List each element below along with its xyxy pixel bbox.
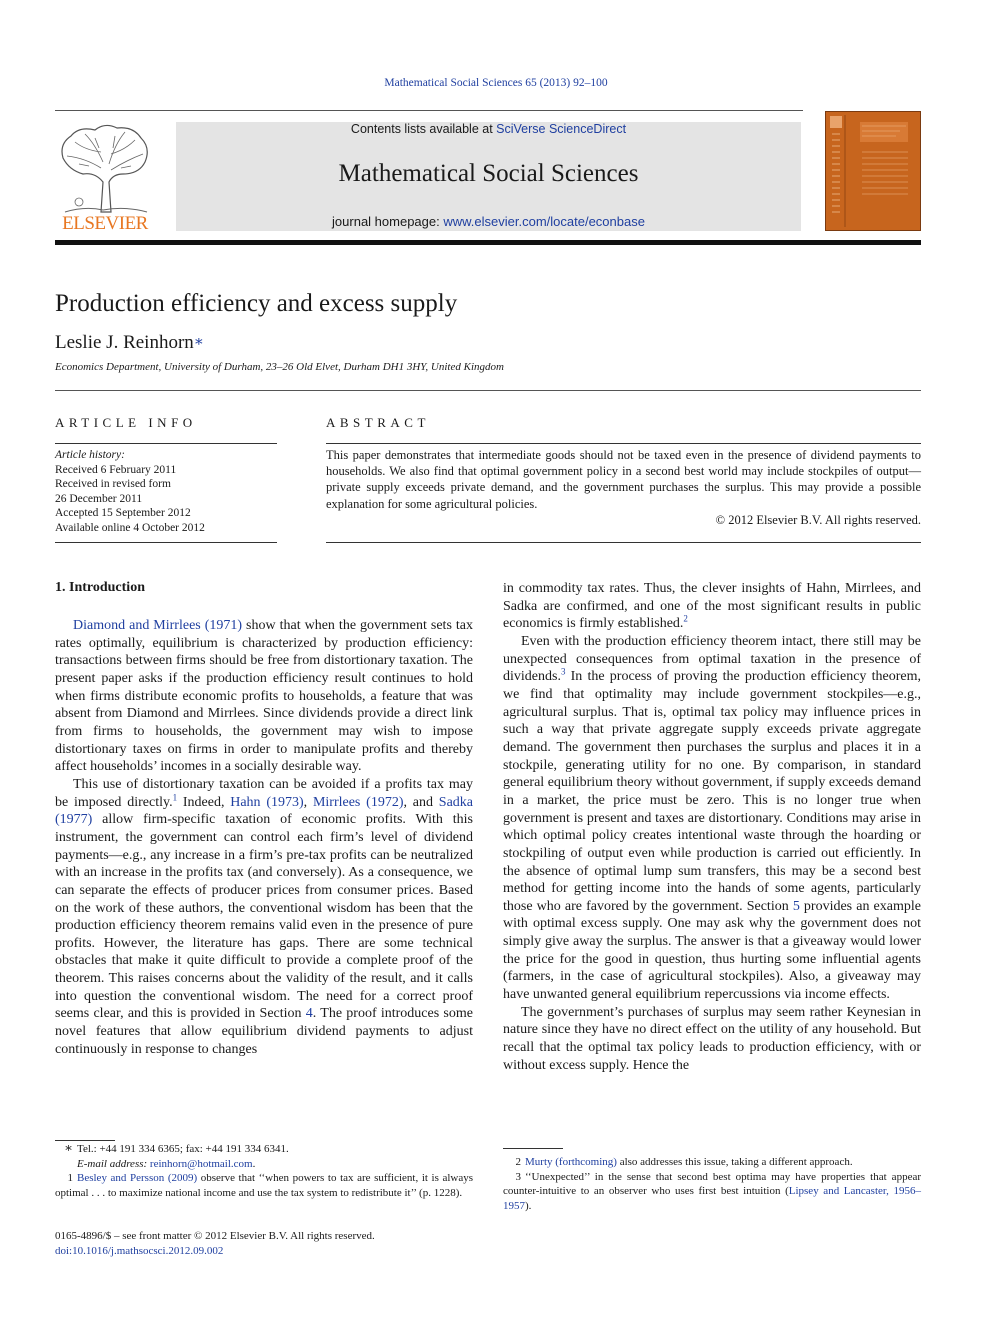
- abstract-rule-top: [326, 443, 921, 444]
- journal-name: Mathematical Social Sciences: [338, 160, 639, 187]
- paragraph: [503, 580, 921, 633]
- footnote-number: 3: [515, 1170, 521, 1183]
- paragraph-text: allow firm-specific taxation of economic profits. With this instrument, the government can control each firm’s level of dividend payments—e.g., any increase in a firm’s pre-tax profits can be neutralized with an increase in the profits tax (and conversely). As a consequence, we can separate the effects of producer prices from consumer prices. Based on the work of these authors, the conventional wisdom has been that the production efficiency theorem remains valid even in the presence of pure profits. However, the literature has gaps. There are some technical obstacles that make it quite difficult to provide a complete proof of the theorem. This raises concerns about the validity of the result, and it calls into question the conventional wisdom. The need for a correct proof seems clear, and this is provided in Section: [55, 812, 473, 1022]
- paragraph: The government’s purchases of surplus may seem rather Keynesian in nature since they have no direct effect on the utility of any household. But recall that the optimal tax policy leads to production efficiency, with or without excess supply. Hence the: [503, 1004, 921, 1073]
- sciencedirect-link[interactable]: SciVerse ScienceDirect: [496, 122, 627, 136]
- paragraph-text: provides an example with optimal excess supply. One may ask why the government does not simply give away the surplus. The answer is that a giveaway would lower the price for the good in question, thus hurting some influential agents (farmers, in the case of agricultural stockpiles). Also, a giveaway may have unwanted general equilibrium repercussions via income effects.: [503, 898, 921, 1003]
- section-link[interactable]: 4: [305, 1006, 313, 1022]
- elsevier-wordmark: ELSEVIER: [62, 213, 148, 232]
- article-info-heading: ARTICLE INFO: [55, 415, 197, 430]
- footnote-text: ).: [525, 1199, 532, 1212]
- journal-cover-thumbnail[interactable]: [825, 111, 921, 231]
- footnote-star: [55, 1141, 473, 1157]
- title-rule: [55, 390, 921, 391]
- paragraph-text: in commodity tax rates. Thus, the clever insights of Hahn, Mirrlees, and Sadka are confirmed, and one of the most significant results in public economics is firmly established.: [503, 581, 921, 632]
- citation-link[interactable]: Hahn (1973): [230, 794, 304, 810]
- contents-line: [176, 122, 801, 136]
- footnote-ref[interactable]: 1: [172, 791, 178, 802]
- paragraph-text: , and: [403, 794, 439, 810]
- affiliation: Economics Department, University of Durham, 23–26 Old Elvet, Durham DH1 3HY, United Kingdom: [55, 361, 504, 373]
- footnote-text: Tel.: +44 191 334 6365; fax: +44 191 334 6341.: [77, 1143, 289, 1155]
- elsevier-tree-icon: [55, 122, 155, 232]
- citation-link[interactable]: Murty (forthcoming): [525, 1156, 617, 1168]
- elsevier-logo[interactable]: [55, 122, 155, 232]
- article-history: [55, 448, 277, 535]
- contents-prefix: Contents lists available at: [350, 122, 497, 136]
- footnotes-left: [55, 1141, 473, 1200]
- abstract-copyright: © 2012 Elsevier B.V. All rights reserved.: [715, 512, 921, 527]
- author-footnote-mark[interactable]: ∗: [193, 334, 204, 350]
- footnote-3: [503, 1170, 921, 1214]
- cover-image-icon: [826, 112, 920, 230]
- paragraph-text: ,: [303, 794, 313, 810]
- paragraph: [503, 633, 921, 1004]
- abstract-rule-bottom: [326, 542, 921, 543]
- history-item: Received in revised form: [55, 478, 171, 490]
- body-column-left: [55, 617, 473, 1058]
- paragraph-text: . The proof introduces some novel features that allow equilibrium dividend payments to adjust continuously in response to changes: [55, 1006, 473, 1057]
- article-info-rule-top: [55, 443, 277, 444]
- footnote-2: [503, 1155, 921, 1170]
- citation-link[interactable]: Sadka (1977): [55, 794, 473, 828]
- citation-link[interactable]: Diamond and Mirrlees (1971): [73, 618, 243, 633]
- footnote-text: observe that ‘‘when powers to tax are sufficient, it is always optimal . . . to maximize national income and use the tax system to redistribute it’’ (p. 1228).: [55, 1172, 473, 1199]
- footnote-text: ‘‘Unexpected’’ in the sense that second best optima may have properties that appear counter-intuitive to an observer who uses first best intuition (: [503, 1170, 921, 1197]
- article-info-rule-bottom: [55, 542, 277, 543]
- abstract-heading: ABSTRACT: [326, 415, 430, 430]
- section-heading-introduction: 1. Introduction: [55, 580, 145, 595]
- history-item: Received 6 February 2011: [55, 463, 177, 476]
- footnote-number: 1: [67, 1172, 73, 1184]
- history-item: Accepted 15 September 2012: [55, 507, 191, 519]
- footnotes-right: [503, 1155, 921, 1213]
- masthead-rule: [55, 240, 921, 245]
- history-label: Article history:: [55, 449, 125, 461]
- abstract-text: This paper demonstrates that intermediate goods should not be taxed even in the presence of dividend payments to households. We also find that optimal government policy in a second best world may include stockpiles of output—private supply exceeds private demand, and the government purchases the surplus. This may provide a possible explanation for some agricultural policies.: [326, 448, 921, 511]
- section-link[interactable]: 5: [792, 898, 800, 914]
- homepage-line: [176, 214, 801, 229]
- citation-link[interactable]: Mirrlees (1972): [312, 794, 404, 810]
- article-title: Production efficiency and excess supply: [55, 290, 458, 317]
- issn-line: 0165-4896/$ – see front matter © 2012 Elsevier B.V. All rights reserved.: [55, 1230, 375, 1242]
- footnote-star-mark: ∗: [64, 1140, 73, 1155]
- history-item: 26 December 2011: [55, 492, 143, 505]
- homepage-link[interactable]: www.elsevier.com/locate/econbase: [443, 214, 645, 229]
- journal-citation[interactable]: Mathematical Social Sciences 65 (2013) 92–100: [384, 77, 608, 89]
- email-link[interactable]: reinhorn@hotmail.com: [149, 1157, 253, 1170]
- author-line: [55, 332, 204, 354]
- paragraph-text: Even with the production efficiency theorem intact, there still may be unexpected consequences from optimal taxation in the presence of dividends.: [503, 633, 921, 685]
- issn-block: [55, 1229, 375, 1259]
- header-rule: [55, 110, 803, 111]
- paragraph-text: In the process of proving the production efficiency theorem, we find that optimality may include government stockpiles—e.g., agricultural surplus. That is, optimal tax policy may influence prices in such a way that private aggregate supply exceeds private aggregate demand. The government then purchases the surplus and places it in a stockpile, generating utility for no one. By comparison, in standard general equilibrium theory without government, if supply exceeds demand in a market, the price must be zero. This is no longer true when government is present and taxes are distortionary. Conditions may arise in which optimal policy creates intentional waste through the hoarding or stockpiling of output even while production is carried out efficiently. In the absence of optimal lump sum transfers, this may be a second best method for getting income into the hands of some agents, particularly those who are favored by the government. Section: [503, 669, 921, 914]
- footnote-ref[interactable]: 2: [683, 613, 688, 624]
- footnote-email: E-mail address: reinhorn@hotmail.com.: [77, 1157, 256, 1170]
- citation-link[interactable]: Besley and Persson (2009): [77, 1172, 198, 1184]
- paragraph: [55, 776, 473, 1059]
- email-label: E-mail address:: [77, 1157, 148, 1170]
- paragraph: [55, 617, 473, 776]
- history-item: Available online 4 October 2012: [55, 521, 205, 534]
- footnote-number: 2: [515, 1156, 521, 1168]
- footnote-rule: [503, 1148, 563, 1149]
- paragraph-text: This use of distortionary taxation can be avoided if a profits tax may be imposed directly.: [55, 776, 473, 810]
- footnote-1: [55, 1171, 473, 1200]
- footnote-text: also addresses this issue, taking a different approach.: [616, 1156, 853, 1168]
- abstract-body: [326, 447, 921, 528]
- doi-link[interactable]: doi:10.1016/j.mathsocsci.2012.09.002: [55, 1245, 224, 1257]
- homepage-prefix: journal homepage:: [332, 214, 444, 229]
- footnote-ref[interactable]: 3: [560, 666, 566, 677]
- paragraph-text: show that when the government sets tax rates optimally, equilibrium is characterized by production efficiency: transactions between firms should be free from distortionary taxation. The present paper asks if the production efficiency result continues to hold when firms distribute economic profits to households, a feature that was absent from Diamond and Mirrlees. Since dividends provide a direct link from firms to households, the government may wish to impose distortionary taxes on firms in order to manipulate profits and thereby affect households’ incomes in a socially desirable way.: [55, 618, 473, 775]
- paragraph-text: Indeed,: [177, 794, 231, 810]
- citation-link[interactable]: Lipsey and Lancaster, 1956–1957: [503, 1185, 921, 1212]
- body-column-right: [503, 580, 921, 1074]
- author-name: Leslie J. Reinhorn: [55, 332, 194, 353]
